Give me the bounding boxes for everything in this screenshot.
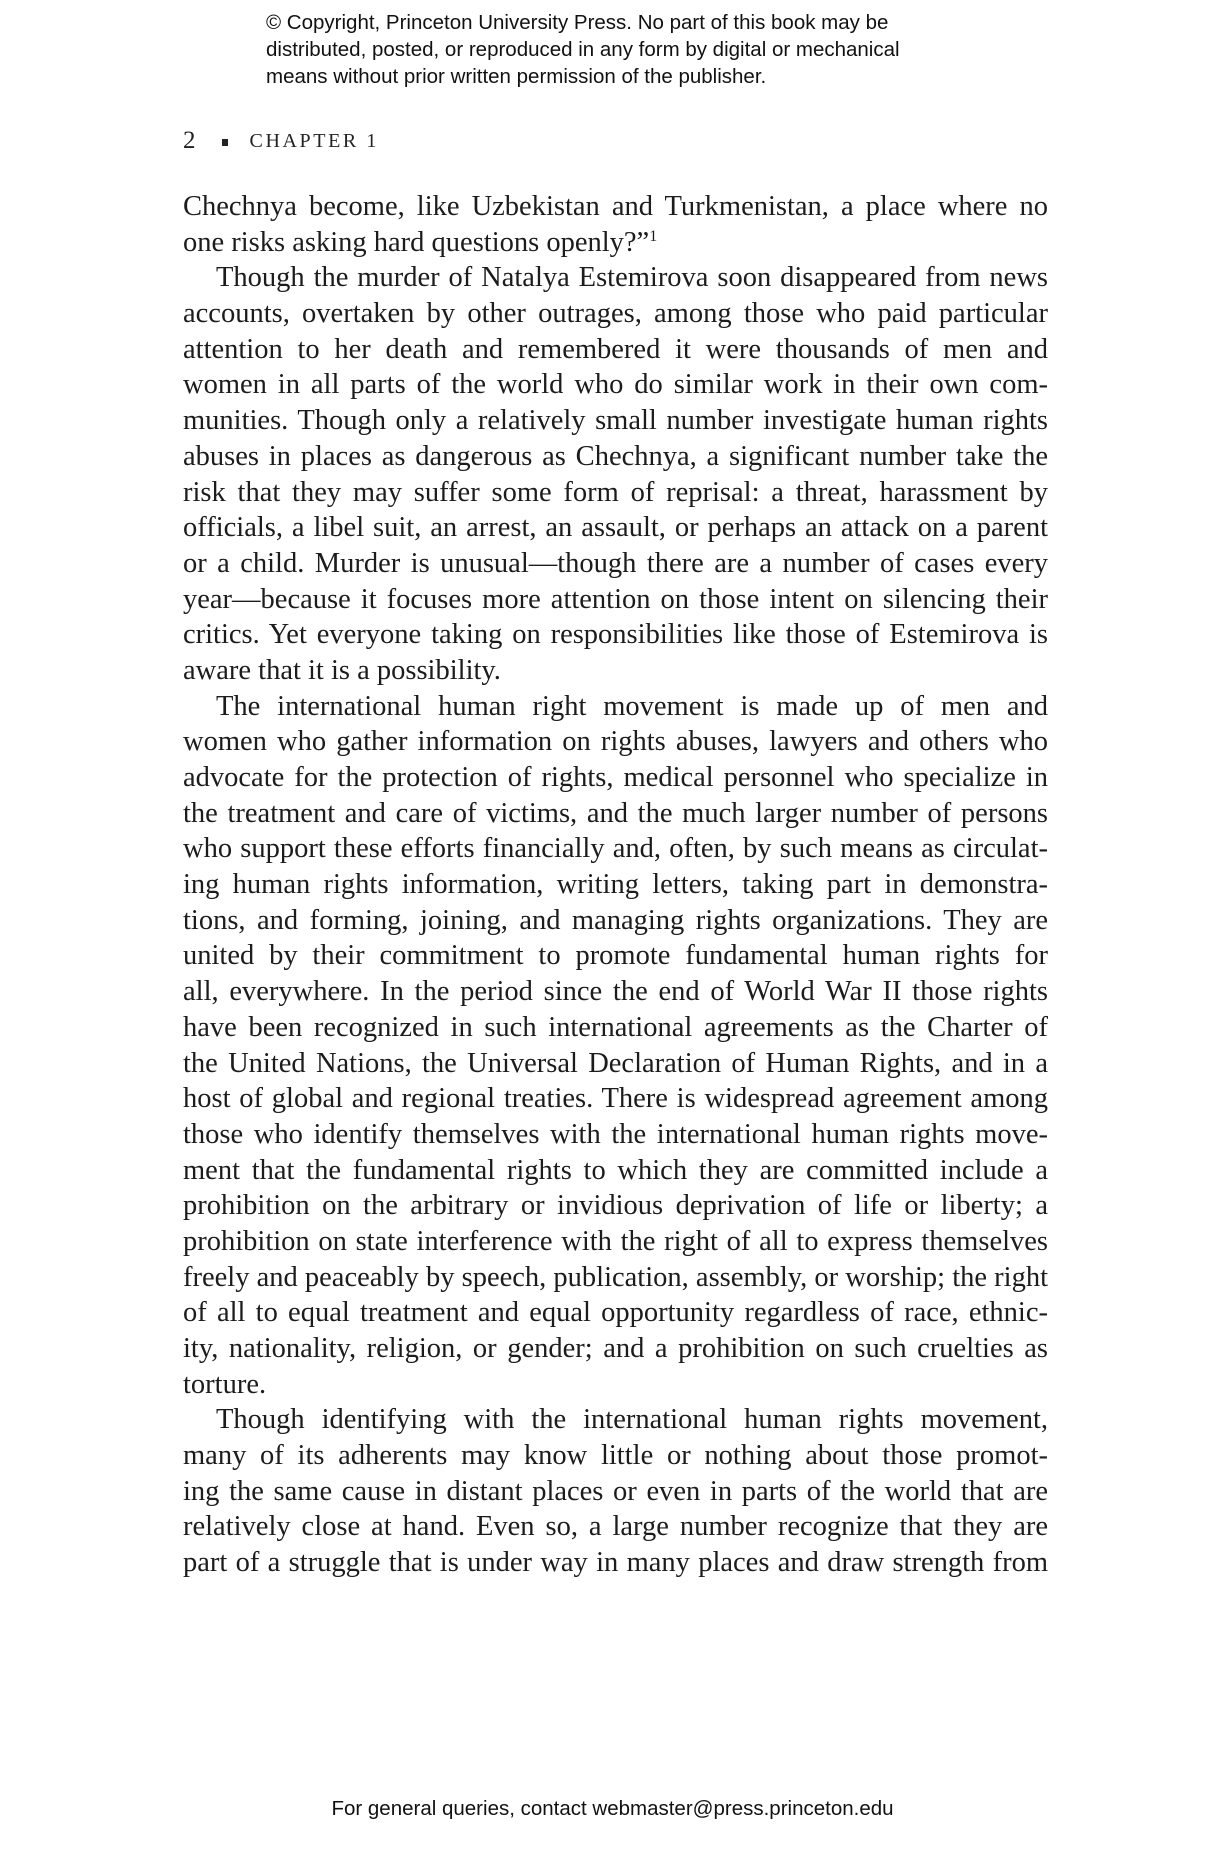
text-line: Chechnya become, like Uzbekistan and Turkmenistan, a place where no [183,191,1048,222]
text-line: ing the same cause in distant places or even in parts of the world that are [183,1475,1048,1507]
text-line: advocate for the protection of rights, medical personnel who specialize in [183,762,1048,793]
text-line: munities. Though only a relatively small number investigate human rights [183,405,1048,437]
text-line: prohibition on the arbitrary or invidious deprivation of life or liberty; a [183,1190,1048,1222]
text-line: part of a struggle that is under way in many places and draw strength from [183,1547,1048,1579]
square-bullet-icon [222,139,228,146]
text-line: women who gather information on rights abuses, lawyers and others who [183,726,1048,758]
text-line: united by their commitment to promote fundamental human rights for [183,940,1048,972]
text-line: aware that it is a possibility. [183,654,501,686]
page-number: 2 [183,127,196,154]
chapter-label: CHAPTER 1 [249,130,380,152]
text-line: the treatment and care of victims, and the much larger number of persons [183,797,1048,829]
text-line: abuses in places as dangerous as Chechnya, a significant number take the [183,440,1048,472]
body-text [183,189,1048,1581]
text-line: all, everywhere. In the period since the end of World War II those rights [183,976,1048,1008]
text-line: or a child. Murder is unusual—though there are a number of cases every [183,547,1048,579]
text-line: year—because it focuses more attention on those intent on silencing their [183,583,1048,615]
text-line: women in all parts of the world who do similar work in their own com- [183,369,1048,401]
text-line: host of global and regional treaties. There is widespread agreement among [183,1083,1048,1115]
text-line: ity, nationality, religion, or gender; and a prohibition on such cruelties as [183,1333,1048,1364]
text-line: Though the murder of Natalya Estemirova soon disappeared from news [216,262,1048,294]
text-line [183,225,1048,261]
text-line: ing human rights information, writing letters, taking part in demonstra- [183,869,1048,901]
copyright-line: means without prior written permission of the publisher. [266,65,767,88]
text-line: prohibition on state interference with the right of all to express themselves [183,1225,1048,1257]
text-line: of all to equal treatment and equal opportunity regardless of race, ethnic- [183,1297,1048,1329]
text-line: critics. Yet everyone taking on responsibilities like those of Estemirova is [183,619,1048,651]
text-line: attention to her death and remembered it were thousands of men and [183,333,1048,365]
text-line: torture. [183,1368,267,1400]
running-head [183,126,379,156]
copyright-line: distributed, posted, or reproduced in any form by digital or mechanical [266,38,900,61]
text-line: officials, a libel suit, an arrest, an assault, or perhaps an attack on a parent [183,512,1048,544]
text-line: ment that the fundamental rights to which they are committed include a [183,1154,1048,1186]
text-line: accounts, overtaken by other outrages, among those who paid particular [183,298,1048,330]
text-line: have been recognized in such international agreements as the Charter of [183,1011,1048,1043]
text-line: relatively close at hand. Even so, a large number recognize that they are [183,1511,1048,1543]
text-line: risk that they may suffer some form of reprisal: a threat, harassment by [183,476,1048,508]
text-line: many of its adherents may know little or nothing about those promot- [183,1440,1048,1472]
text-line: those who identify themselves with the international human rights move- [183,1118,1048,1150]
text-line: freely and peaceably by speech, publication, assembly, or worship; the right [183,1261,1048,1293]
footnote-marker[interactable]: 1 [649,227,658,245]
text-line: tions, and forming, joining, and managing rights organizations. They are [183,904,1048,936]
text-line: Though identifying with the international human rights movement, [216,1404,1048,1436]
footer-contact: For general queries, contact webmaster@press.princeton.edu [331,1797,894,1820]
text-line: The international human right movement is made up of men and [216,690,1048,722]
copyright-notice [266,9,1006,90]
text-line: who support these efforts financially and, often, by such means as circulat- [183,833,1048,865]
text-line: the United Nations, the Universal Declaration of Human Rights, and in a [183,1047,1048,1079]
text-line-content: one risks asking hard questions openly?” [183,226,650,258]
copyright-line: © Copyright, Princeton University Press. No part of this book may be [266,11,889,34]
